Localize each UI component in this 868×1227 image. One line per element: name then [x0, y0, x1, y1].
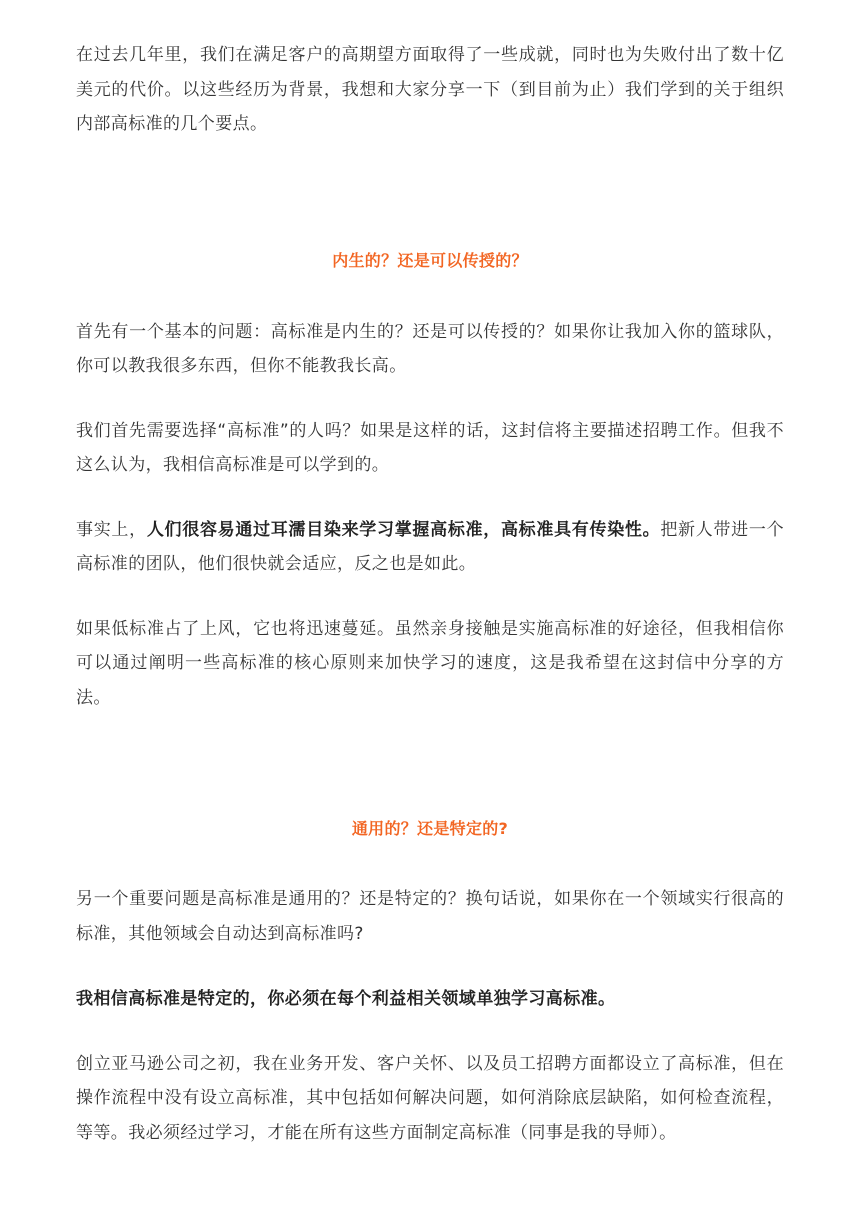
section2-paragraph-3: 创立亚马逊公司之初，我在业务开发、客户关怀、以及员工招聘方面都设立了高标准，但在操作流程中没有设立高标准，其中包括如何解决问题，如何消除底层缺陷，如何检查流程，等等。我必须经过学习，才能在所有这些方面制定高标准（同事是我的导师）。: [76, 1053, 784, 1143]
section-heading-innate-or-teachable: 内生的？还是可以传授的？: [332, 250, 528, 270]
section1-paragraph-3-tail: 把新人带进一个高标准的团队，他们很快就会适应，反之也是如此。: [76, 519, 784, 574]
section1-paragraph-2: 我们首先需要选择“高标准”的人吗？如果是这样的话，这封信将主要描述招聘工作。但我不这么认为，我相信高标准是可以学到的。: [76, 420, 784, 475]
section1-paragraph-4: 如果低标准占了上风，它也将迅速蔓延。虽然亲身接触是实施高标准的好途径，但我相信你可以通过阐明一些高标准的核心原则来加快学习的速度，这是我希望在这封信中分享的方法。: [76, 618, 784, 708]
article-body: [76, 38, 784, 1150]
section1-paragraph-3-lead: 事实上，: [76, 519, 147, 540]
section1-paragraph-3-bold: 人们很容易通过耳濡目染来学习掌握高标准，高标准具有传染性。: [146, 519, 661, 540]
section2-paragraph-2-bold: 我相信高标准是特定的，你必须在每个利益相关领域单独学习高标准。: [76, 989, 616, 1009]
intro-paragraph: 在过去几年里，我们在满足客户的高期望方面取得了一些成就，同时也为失败付出了数十亿美元的代价。以这些经历为背景，我想和大家分享一下（到目前为止）我们学到的关于组织内部高标准的几个要点。: [76, 45, 784, 134]
section2-paragraph-1: 另一个重要问题是高标准是通用的？还是特定的？换句话说，如果你在一个领域实行很高的标准，其他领域会自动达到高标准吗?: [76, 889, 784, 944]
section1-paragraph-3: [76, 513, 784, 582]
section-heading-universal-or-domain-specific: 通用的？还是特定的?: [351, 819, 509, 838]
section1-paragraph-1: 首先有一个基本的问题：高标准是内生的？还是可以传授的？如果你让我加入你的篮球队，你可以教我很多东西，但你不能教我长高。: [76, 321, 784, 376]
